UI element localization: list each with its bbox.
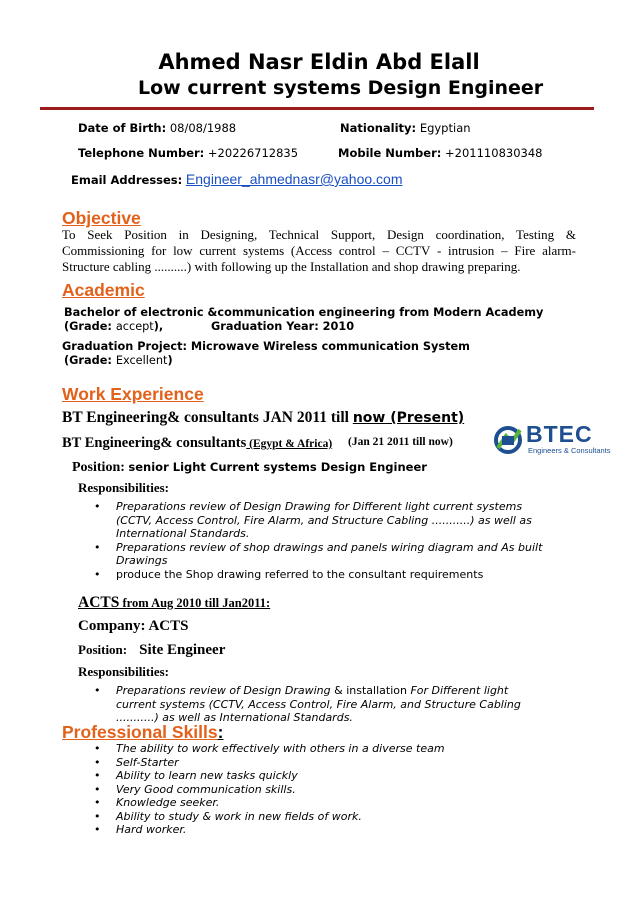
job2-item-part-a: Preparations review of Design Drawing bbox=[116, 684, 335, 697]
btec-logo bbox=[492, 421, 611, 460]
phone-label: Telephone Number: bbox=[78, 146, 205, 160]
list-item bbox=[86, 684, 550, 725]
academic-heading: Academic bbox=[62, 280, 145, 300]
skills-heading-line bbox=[62, 722, 223, 743]
job2-company-line bbox=[78, 618, 188, 635]
project-grade-value: Excellent bbox=[115, 354, 168, 367]
phone-row bbox=[78, 146, 298, 160]
list-item: • Ability to learn new tasks quickly bbox=[86, 769, 550, 783]
dob-row bbox=[78, 121, 236, 135]
dob-value: 08/08/1988 bbox=[169, 121, 237, 135]
list-item: • Self-Starter bbox=[86, 756, 550, 770]
job2-company-label: Company: bbox=[78, 618, 149, 634]
mobile-row bbox=[338, 146, 542, 160]
email-label: Email Addresses: bbox=[71, 173, 183, 187]
list-item: • Knowledge seeker. bbox=[86, 796, 550, 810]
job2-position-label: Position: bbox=[78, 642, 128, 657]
job2-company-value: ACTS bbox=[148, 618, 189, 634]
dob-label: Date of Birth: bbox=[78, 121, 167, 135]
skills-list bbox=[86, 742, 550, 837]
grade-close: ), bbox=[153, 320, 164, 333]
nationality-label: Nationality: bbox=[340, 121, 417, 135]
job1-title-present: (Present) bbox=[385, 410, 465, 426]
project-grade-line bbox=[64, 354, 173, 367]
job1-responsibilities-list bbox=[86, 500, 550, 581]
job2-title-company: ACTS bbox=[78, 594, 120, 611]
nationality-row bbox=[340, 121, 471, 135]
job1-position-line bbox=[72, 458, 427, 476]
work-heading: Work Experience bbox=[62, 384, 204, 404]
list-item: • Preparations review of Design Drawing for Different light current systems (CCTV, Access Control, Fire Alarm, and Structure Cabling ...........) as well as International Standards. bbox=[86, 500, 550, 541]
phone-value: +20226712835 bbox=[207, 146, 299, 160]
btec-logo-text: BTEC bbox=[526, 421, 593, 447]
job1-region: (Egypt & Africa) bbox=[246, 438, 333, 450]
job2-title bbox=[78, 594, 270, 612]
job1-position-value: senior Light Current systems Design Engineer bbox=[128, 460, 427, 474]
project-grade-close: ) bbox=[167, 354, 173, 367]
btec-logo-subtitle: Engineers & Consultants bbox=[528, 446, 611, 455]
list-item: • Hard worker. bbox=[86, 823, 550, 837]
project-line: Graduation Project: Microwave Wireless communication System bbox=[62, 340, 470, 353]
graduation-year: Graduation Year: 2010 bbox=[211, 320, 355, 333]
job2-position-value: Site Engineer bbox=[139, 642, 226, 658]
header-divider bbox=[40, 107, 594, 110]
job1-title bbox=[62, 409, 464, 427]
job2-title-dates: from Aug 2010 till Jan2011: bbox=[119, 596, 271, 610]
list-item: • Ability to study & work in new fields of work. bbox=[86, 810, 550, 824]
objective-heading: Objective bbox=[62, 208, 141, 228]
grade-label: (Grade: bbox=[64, 320, 116, 333]
mobile-value: +201110830348 bbox=[445, 146, 543, 160]
skills-heading: Professional Skills bbox=[62, 722, 218, 742]
job2-responsibilities-label: Responsibilities: bbox=[78, 664, 170, 679]
project-grade-label: (Grade: bbox=[64, 354, 116, 367]
job2-position-line bbox=[78, 641, 225, 659]
job2-item-part-c: For Different light current systems (CCTV, Access Control, Fire Alarm, and Structure Cabling ...........) as well as International Standards. bbox=[116, 684, 521, 724]
job2-item-part-b: & installation bbox=[334, 684, 407, 697]
list-item: • produce the Shop drawing referred to the consultant requirements bbox=[86, 568, 550, 582]
nationality-value: Egyptian bbox=[419, 121, 471, 135]
resume-title: Low current systems Design Engineer bbox=[138, 77, 544, 99]
skills-heading-colon: : bbox=[217, 722, 224, 742]
list-item: • The ability to work effectively with others in a diverse team bbox=[86, 742, 550, 756]
job1-title-now: now bbox=[352, 410, 386, 426]
objective-text: To Seek Position in Designing, Technical Support, Design coordination, Testing & Commissioning for low current systems (Access control – CCTV - intrusion – Fire alarm- Structure cabling ..........) with following up the Installation and shop drawing preparing. bbox=[62, 227, 576, 274]
email-link[interactable]: Engineer_ahmednasr@yahoo.com bbox=[185, 171, 403, 187]
job1-responsibilities-label: Responsibilities: bbox=[78, 480, 170, 495]
list-item: • Preparations review of shop drawings and panels wiring diagram and As built Drawings bbox=[86, 541, 550, 568]
job1-company-line bbox=[62, 434, 332, 452]
grade-value: accept bbox=[115, 320, 154, 333]
job1-position-label: Position: bbox=[72, 460, 129, 475]
resume-name: Ahmed Nasr Eldin Abd Elall bbox=[158, 50, 480, 74]
job1-title-text: BT Engineering& consultants JAN 2011 till bbox=[62, 409, 353, 426]
list-item: • Very Good communication skills. bbox=[86, 783, 550, 797]
job1-company: BT Engineering& consultants bbox=[62, 435, 247, 451]
degree-line: Bachelor of electronic &communication engineering from Modern Academy bbox=[64, 306, 544, 319]
job2-responsibilities-list bbox=[86, 684, 550, 725]
job1-date: (Jan 21 2011 till now) bbox=[348, 436, 453, 448]
mobile-label: Mobile Number: bbox=[338, 146, 442, 160]
email-row bbox=[71, 171, 402, 187]
grade-line bbox=[64, 320, 163, 333]
